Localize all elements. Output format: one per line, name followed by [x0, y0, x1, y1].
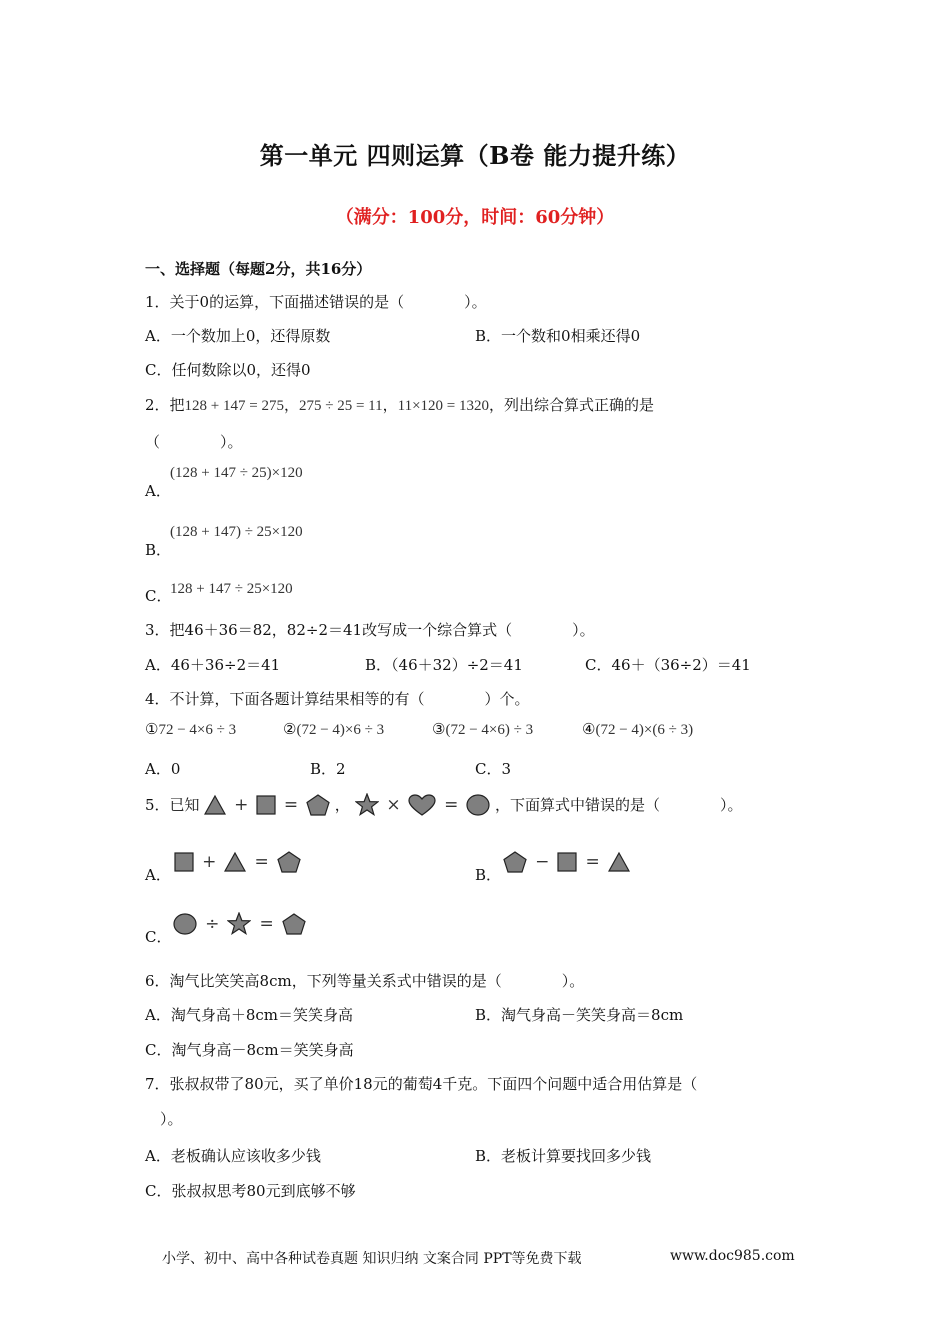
q4-item-1-mark: ① [145, 720, 159, 738]
q2-option-c-label: C． [145, 587, 172, 605]
q5-equals-1: = [283, 794, 299, 815]
square-icon [557, 852, 577, 872]
footer-text: 小学、初中、高中各种试卷真题 知识归纳 文案合同 PPT等免费下载 [162, 1251, 582, 1267]
q5-b-equals: = [585, 852, 600, 872]
document-title: 第一单元 四则运算（B卷 能力提升练） [259, 141, 691, 170]
q3-option-a: A．46＋36÷2＝41 [145, 656, 281, 674]
q6-option-c: C．淘气身高－8cm＝笑笑身高 [145, 1041, 354, 1059]
footer-website-link[interactable]: www.doc985.com [670, 1248, 795, 1264]
q6-option-b: B．淘气身高－笑笑身高＝8cm [475, 1006, 684, 1024]
q2-sep-1: ， [283, 396, 299, 414]
q5-times: × [386, 794, 401, 815]
q7-option-c: C．张叔叔思考80元到底够不够 [145, 1182, 356, 1200]
q1-option-c: C．任何数除以0，还得0 [145, 361, 311, 379]
q7-stem: 7．张叔叔带了80元，买了单价18元的葡萄4千克。下面四个问题中适合用估算是（ [145, 1075, 698, 1093]
q5-equals-2: = [444, 794, 459, 815]
q4-item-2-mark: ② [283, 720, 297, 738]
q4-item-4-mark: ④ [582, 720, 596, 738]
q5-option-a-label: A． [145, 866, 171, 884]
q4-item-2 [283, 720, 384, 739]
q5-option-c-expr [173, 912, 306, 935]
q4-item-2-expr: (72 − 4)×6 ÷ 3 [296, 722, 385, 738]
q2-stem-suffix: ，列出综合算式正确的是 [489, 396, 655, 414]
triangle-icon [608, 851, 630, 873]
q5-option-b-label: B． [475, 866, 502, 884]
q2-option-b-label: B． [145, 541, 172, 559]
q5-a-equals: = [254, 852, 269, 872]
q4-item-4-expr: (72 − 4)×(6 ÷ 3) [595, 722, 694, 738]
pentagon-icon [306, 794, 330, 816]
q7-stem-continued: ）。 [160, 1110, 183, 1128]
triangle-icon [204, 794, 226, 816]
q7-option-b: B．老板计算要找回多少钱 [475, 1147, 652, 1165]
q4-option-b: B．2 [310, 760, 346, 778]
q2-option-a-label: A． [145, 482, 171, 500]
star-icon [227, 912, 251, 935]
section-heading-choice: 一、选择题（每题2分，共16分） [145, 260, 372, 278]
q2-expr-1: 128 + 147 = 275 [184, 398, 284, 414]
q6-stem: 6．淘气比笑笑高8cm，下列等量关系式中错误的是（ ）。 [145, 972, 585, 990]
q2-blank: （ ）。 [145, 433, 243, 451]
q5-stem-prefix: 5．已知 [145, 796, 200, 814]
q5-stem [145, 793, 742, 816]
q5-c-divide: ÷ [205, 913, 220, 934]
q5-option-c-label: C． [145, 928, 172, 946]
q2-stem-prefix: 2．把 [145, 396, 185, 414]
q4-item-3-expr: (72 − 4×6) ÷ 3 [445, 722, 534, 738]
pentagon-icon [277, 851, 301, 873]
q4-item-1 [145, 720, 236, 739]
star-icon [355, 793, 379, 816]
document-subtitle: （满分：100分，时间：60分钟） [335, 207, 615, 228]
q1-stem: 1．关于0的运算，下面描述错误的是（ ）。 [145, 293, 487, 311]
q2-option-a-expr: (128 + 147 ÷ 25)×120 [170, 465, 303, 481]
q2-stem [145, 394, 654, 415]
q5-c-equals: = [259, 913, 274, 934]
q4-item-4 [582, 720, 693, 739]
triangle-icon [224, 851, 246, 873]
q1-option-a: A．一个数加上0，还得原数 [145, 327, 331, 345]
square-icon [174, 852, 194, 872]
q7-option-a: A．老板确认应该收多少钱 [145, 1147, 321, 1165]
q3-option-c: C．46＋（36÷2）＝41 [585, 656, 751, 674]
q6-option-a: A．淘气身高＋8cm＝笑笑身高 [145, 1006, 354, 1024]
q4-option-a: A．0 [145, 760, 181, 778]
square-icon [256, 795, 276, 815]
q1-option-b: B．一个数和0相乘还得0 [475, 327, 641, 345]
q5-option-b-expr [503, 851, 630, 873]
q5-a-plus: + [202, 852, 217, 872]
q4-option-c: C．3 [475, 760, 512, 778]
q2-sep-2: ， [382, 396, 398, 414]
q2-expr-3: 11×120 = 1320 [397, 398, 490, 414]
q2-expr-2: 275 ÷ 25 = 11 [298, 398, 383, 414]
q5-stem-suffix: ，下面算式中错误的是（ ）。 [494, 796, 743, 814]
circle-icon [173, 913, 197, 935]
q4-item-3-mark: ③ [432, 720, 446, 738]
q5-option-a-expr [174, 851, 301, 873]
circle-icon [466, 794, 490, 816]
q3-option-b: B．（46＋32）÷2＝41 [365, 656, 523, 674]
pentagon-icon [282, 913, 306, 935]
heart-icon [408, 794, 436, 816]
q4-stem: 4．不计算，下面各题计算结果相等的有（ ）个。 [145, 690, 530, 708]
pentagon-icon [503, 851, 527, 873]
q4-item-1-expr: 72 − 4×6 ÷ 3 [158, 722, 237, 738]
q3-stem: 3．把46＋36＝82，82÷2＝41改写成一个综合算式（ ）。 [145, 621, 595, 639]
q4-item-3 [432, 720, 533, 739]
q5-plus: + [234, 794, 249, 815]
q5-comma: ， [334, 796, 350, 814]
q2-option-b-expr: (128 + 147) ÷ 25×120 [170, 524, 303, 540]
q5-b-minus: − [535, 852, 550, 872]
q2-option-c-expr: 128 + 147 ÷ 25×120 [170, 581, 293, 597]
